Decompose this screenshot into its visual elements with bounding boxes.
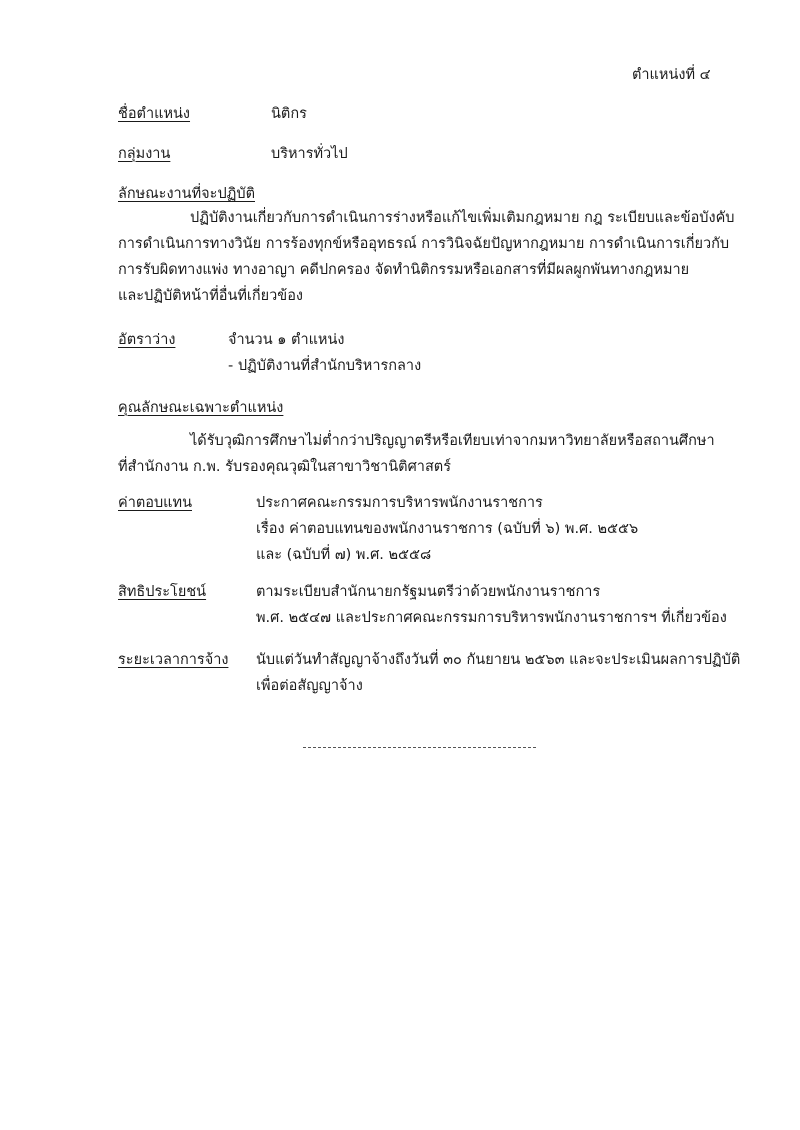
employment-period-heading: ระยะเวลาการจ้าง: [118, 652, 229, 668]
compensation-line: ประกาศคณะกรรมการบริหารพนักงานราชการ: [256, 495, 543, 511]
employment-period-line: นับแต่วันทำสัญญาจ้างถึงวันที่ ๓๐ กันยายน ๒๕๖๓ และจะประเมินผลการปฏิบัติ: [256, 652, 741, 668]
compensation-heading: ค่าตอบแทน: [118, 495, 192, 511]
benefits-heading: สิทธิประโยชน์: [118, 584, 207, 600]
vacancy-heading: อัตราว่าง: [118, 332, 176, 348]
job-description-line: การรับผิดทางแพ่ง ทางอาญา คดีปกครอง จัดทำนิติกรรมหรือเอกสารที่มีผลผูกพันทางกฎหมาย: [118, 262, 690, 278]
job-description-heading: ลักษณะงานที่จะปฏิบัติ: [118, 186, 255, 202]
work-group-heading: กลุ่มงาน: [118, 146, 171, 162]
job-description-text: [118, 205, 734, 309]
end-separator-line: [303, 747, 536, 748]
compensation-line: เรื่อง ค่าตอบแทนของพนักงานราชการ (ฉบับที่ ๖) พ.ศ. ๒๕๕๖: [256, 521, 639, 537]
page-number-label: ตำแหน่งที่ ๔: [632, 67, 711, 83]
qualifications-line: ที่สำนักงาน ก.พ. รับรองคุณวุฒิในสาขาวิชานิติศาสตร์: [118, 459, 452, 475]
compensation-text: [256, 490, 638, 568]
vacancy-text: [228, 327, 421, 379]
vacancy-count: จำนวน ๑ ตำแหน่ง: [228, 332, 345, 348]
position-name-heading: ชื่อตำแหน่ง: [118, 106, 191, 122]
compensation-line: และ (ฉบับที่ ๗) พ.ศ. ๒๕๕๘: [256, 547, 432, 563]
qualifications-text: [118, 428, 715, 480]
benefits-text: [256, 579, 727, 631]
vacancy-location: - ปฏิบัติงานที่สำนักบริหารกลาง: [228, 358, 422, 374]
work-group-value: บริหารทั่วไป: [271, 146, 348, 162]
job-description-line: และปฏิบัติหน้าที่อื่นที่เกี่ยวข้อง: [118, 288, 304, 304]
position-name-value: นิติกร: [271, 106, 307, 122]
qualifications-line: ได้รับวุฒิการศึกษาไม่ต่ำกว่าปริญญาตรีหรือเทียบเท่าจากมหาวิทยาลัยหรือสถานศึกษา: [190, 433, 715, 449]
benefits-line: ตามระเบียบสำนักนายกรัฐมนตรีว่าด้วยพนักงานราชการ: [256, 584, 601, 600]
job-description-line: การดำเนินการทางวินัย การร้องทุกข์หรืออุทธรณ์ การวินิจฉัยปัญหากฎหมาย การดำเนินการเกี่ยวกับ: [118, 236, 730, 252]
employment-period-text: [256, 647, 740, 699]
benefits-line: พ.ศ. ๒๕๔๗ และประกาศคณะกรรมการบริหารพนักงานราชการฯ ที่เกี่ยวข้อง: [256, 610, 727, 626]
job-description-line: ปฏิบัติงานเกี่ยวกับการดำเนินการร่างหรือแก้ไขเพิ่มเติมกฎหมาย กฎ ระเบียบและข้อบังคับ: [190, 210, 735, 226]
employment-period-line: เพื่อต่อสัญญาจ้าง: [256, 678, 363, 694]
qualifications-heading: คุณลักษณะเฉพาะตำแหน่ง: [118, 400, 284, 416]
